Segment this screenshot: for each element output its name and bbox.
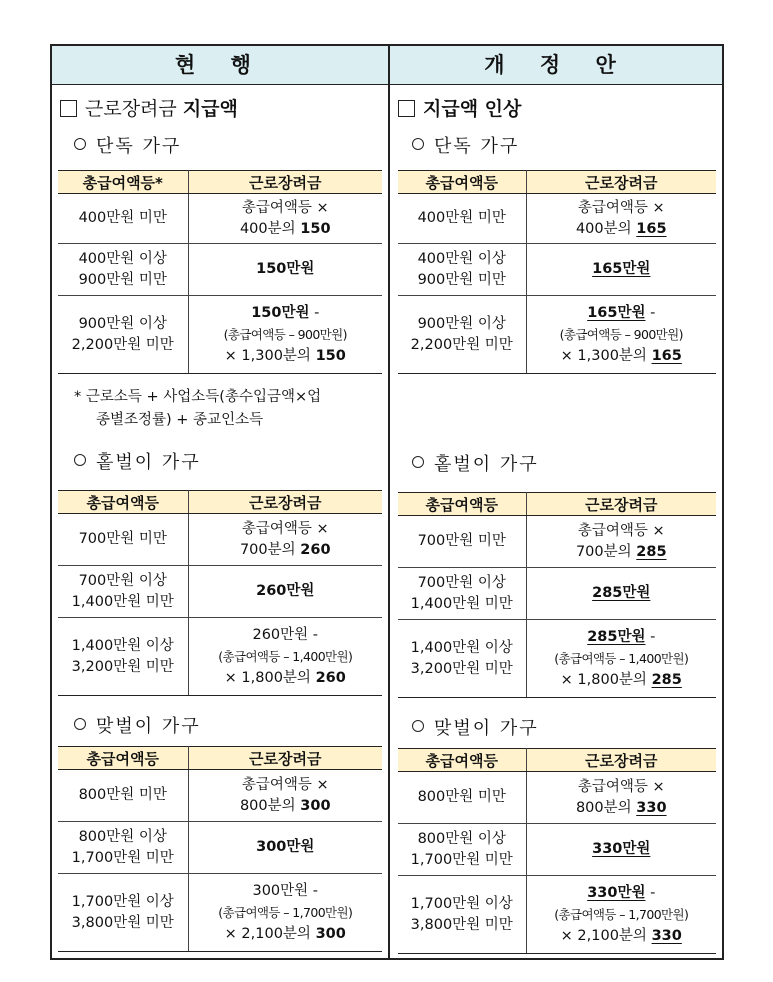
revised-column-title: 개 정 안 <box>484 53 630 77</box>
checkbox-square-icon <box>398 100 415 117</box>
left-table-single <box>58 170 382 374</box>
col-header-income: 총급여액등 <box>398 749 526 772</box>
right-group-dual: 맞벌이 가구 <box>412 714 539 740</box>
left-table-dual <box>58 746 382 952</box>
circle-bullet-icon <box>412 720 424 732</box>
table-row: 400만원 이상 900만원 미만 165만원 <box>398 244 716 296</box>
circle-bullet-icon <box>412 138 424 150</box>
table-row: 800만원 미만 총급여액등 × 800분의 330 <box>398 772 716 824</box>
table-row: 400만원 미만 총급여액등 × 400분의 165 <box>398 194 716 244</box>
col-header-income: 총급여액등 <box>398 171 526 194</box>
left-table-earner <box>58 490 382 696</box>
col-header-credit: 근로장려금 <box>526 749 716 772</box>
right-table-single <box>398 170 716 374</box>
col-header-credit: 근로장려금 <box>188 171 382 194</box>
col-header-income: 총급여액등 <box>58 747 188 770</box>
table-row: 800만원 미만 총급여액등 × 800분의 300 <box>58 770 382 822</box>
col-header-income: 총급여액등* <box>58 171 188 194</box>
col-header-credit: 근로장려금 <box>526 171 716 194</box>
comparison-table <box>50 44 724 960</box>
table-row: 1,400만원 이상 3,200만원 미만 285만원 - (총급여액등 – 1,400만원) × 1,800분의 285 <box>398 620 716 698</box>
right-group-earner: 홑벌이 가구 <box>412 450 539 476</box>
col-header-income: 총급여액등 <box>58 491 188 514</box>
left-section-heading <box>60 94 238 121</box>
table-row: 400만원 미만 총급여액등 × 400분의 150 <box>58 194 382 244</box>
table-row: 400만원 이상 900만원 미만 150만원 <box>58 244 382 296</box>
circle-bullet-icon <box>74 138 86 150</box>
table-row: 1,700만원 이상 3,800만원 미만 330만원 - (총급여액등 – 1,700만원) × 2,100분의 330 <box>398 876 716 954</box>
section-label: 근로장려금 <box>85 98 177 120</box>
col-header-income: 총급여액등 <box>398 493 526 516</box>
right-table-earner <box>398 492 716 698</box>
circle-bullet-icon <box>74 718 86 730</box>
header-row <box>52 46 722 85</box>
left-group-earner: 홑벌이 가구 <box>74 448 201 474</box>
table-row: 800만원 이상 1,700만원 미만 330만원 <box>398 824 716 876</box>
col-header-credit: 근로장려금 <box>188 491 382 514</box>
table-row: 900만원 이상 2,200만원 미만 165만원 - (총급여액등 – 900만원) × 1,300분의 165 <box>398 296 716 374</box>
left-group-dual: 맞벌이 가구 <box>74 712 201 738</box>
circle-bullet-icon <box>412 456 424 468</box>
table-row: 800만원 이상 1,700만원 미만 300만원 <box>58 822 382 874</box>
col-header-credit: 근로장려금 <box>526 493 716 516</box>
table-row: 700만원 이상 1,400만원 미만 285만원 <box>398 568 716 620</box>
table-row: 900만원 이상 2,200만원 미만 150만원 - (총급여액등 – 900만원) × 1,300분의 150 <box>58 296 382 374</box>
column-divider <box>388 46 390 958</box>
table-row: 700만원 이상 1,400만원 미만 260만원 <box>58 566 382 618</box>
right-table-dual <box>398 748 716 954</box>
table-row: 1,700만원 이상 3,800만원 미만 300만원 - (총급여액등 – 1,700만원) × 2,100분의 300 <box>58 874 382 952</box>
current-column-title: 현 행 <box>175 53 265 77</box>
footnote: * 근로소득 + 사업소득(총수입금액×업 종별조정률) + 종교인소득 <box>74 389 322 428</box>
col-header-credit: 근로장려금 <box>188 747 382 770</box>
checkbox-square-icon <box>60 100 77 117</box>
section-label-bold: 지급액 인상 <box>423 98 522 120</box>
left-group-single: 단독 가구 <box>74 132 181 158</box>
circle-bullet-icon <box>74 454 86 466</box>
table-row: 1,400만원 이상 3,200만원 미만 260만원 - (총급여액등 – 1,400만원) × 1,800분의 260 <box>58 618 382 696</box>
table-row: 700만원 미만 총급여액등 × 700분의 260 <box>58 514 382 566</box>
right-group-single: 단독 가구 <box>412 132 519 158</box>
table-row: 700만원 미만 총급여액등 × 700분의 285 <box>398 516 716 568</box>
section-label-bold: 지급액 <box>182 98 238 120</box>
right-section-heading <box>398 94 521 121</box>
